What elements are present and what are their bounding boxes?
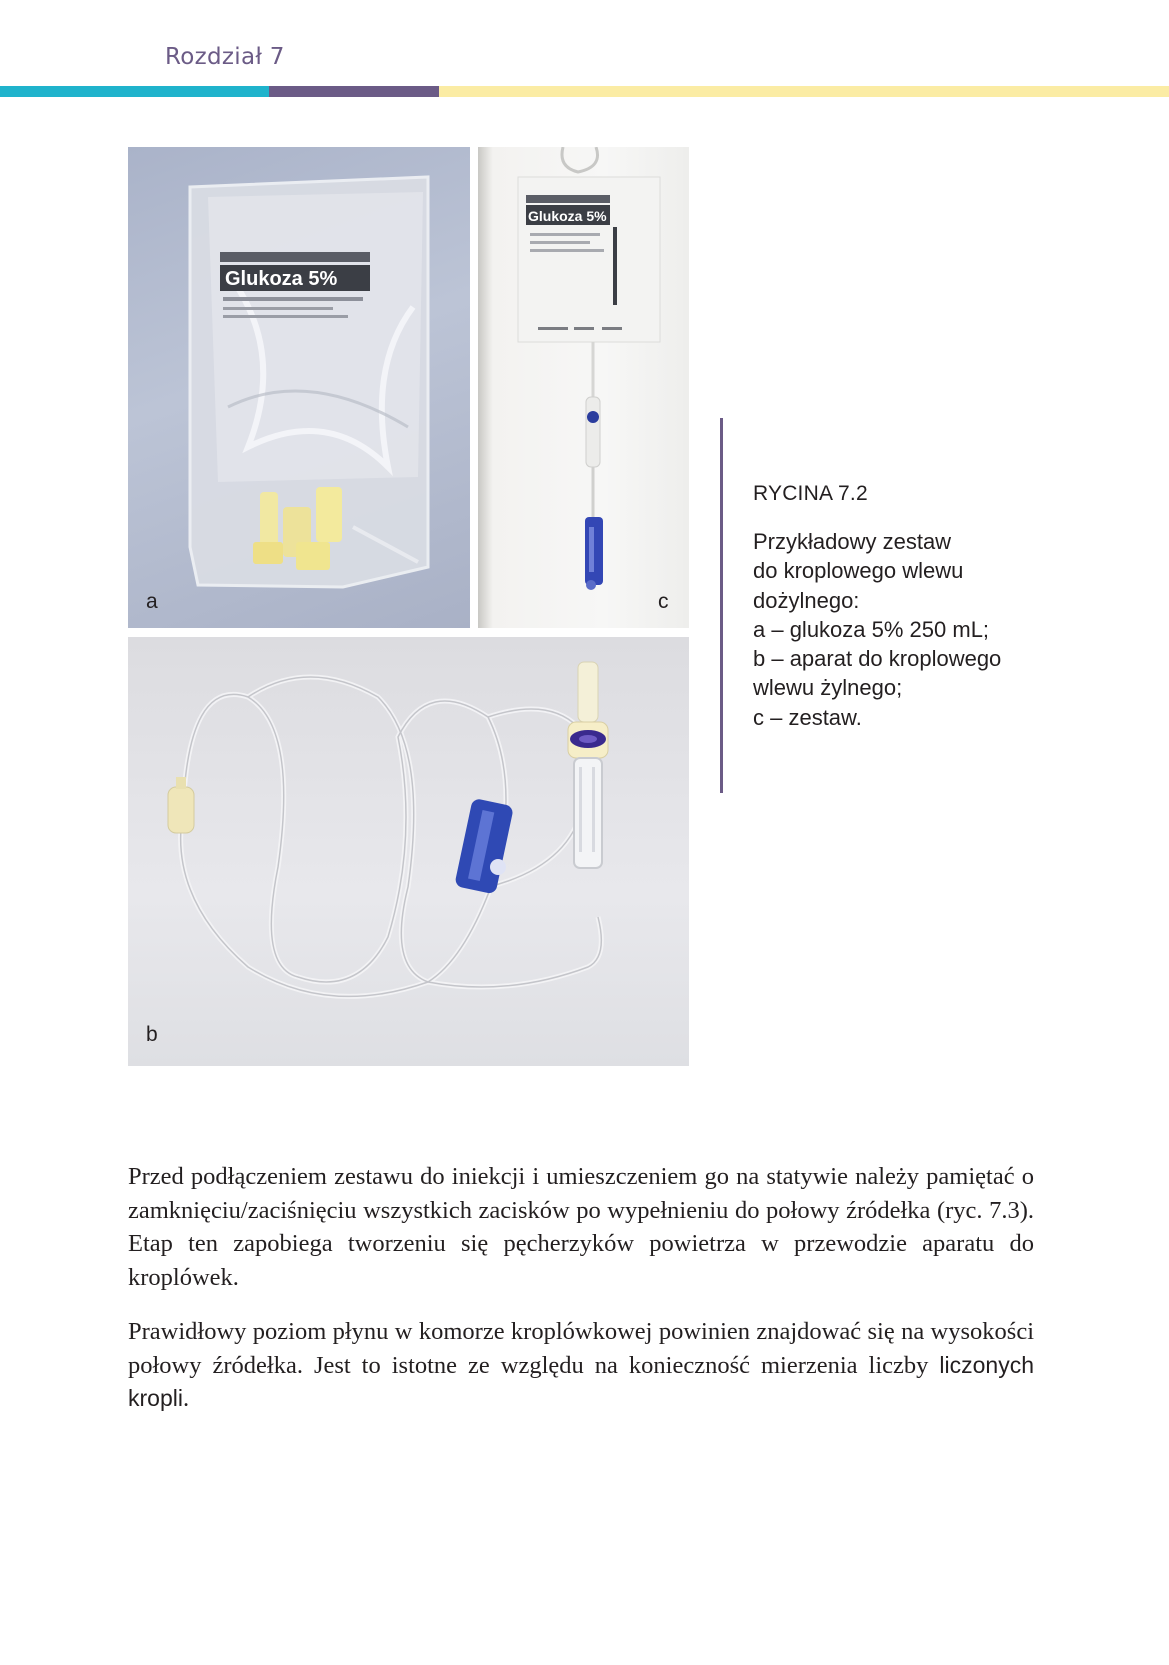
caption-line: b – aparat do kroplowego	[753, 646, 1002, 672]
para2-end: .	[182, 1385, 190, 1412]
assembled-set-illustration	[478, 147, 689, 628]
drip-set-illustration	[128, 637, 689, 1066]
header-bar-purple	[269, 86, 439, 97]
bag-a-label: Glukoza 5%	[225, 268, 338, 290]
caption-line: c – zestaw.	[753, 704, 862, 730]
caption-line: Przykładowy zestaw	[753, 529, 952, 554]
photo-c-letter: c	[658, 590, 669, 613]
photo-a-letter: a	[146, 590, 158, 613]
photo-b-letter: b	[146, 1023, 158, 1046]
caption-line: wlewu żylnego;	[753, 675, 903, 701]
photo-b-drip-set	[128, 637, 689, 1066]
para2-sans-text: liczonych kropli	[128, 1351, 1035, 1411]
body-paragraph-1: Przed podłączeniem zestawu do iniekcji i umieszczeniem go na statywie należy pamiętać o zamknięciu/zaciśnięciu wszystkich zacisków po wypełnieniu do połowy źródełka (ryc. 7.3). Etap ten zapobiega tworzeniu się pęcherzyków powietrza w przewodzie aparatu do kroplówek.	[128, 1163, 1034, 1291]
caption-line: a – glukoza 5% 250 mL;	[753, 616, 990, 642]
photo-c-assembled-set	[478, 147, 689, 628]
photo-a-glucose-bag	[128, 147, 470, 628]
header-bar-teal	[0, 86, 269, 97]
chapter-header: Rozdział 7	[165, 44, 285, 70]
caption-line: dożylnego:	[753, 587, 860, 613]
caption-line: do kroplowego wlewu	[753, 558, 964, 584]
para2-main-text: Prawidłowy poziom płynu w komorze kroplówkowej powinien znajdować się na wysokości połowy źródełka. Jest to istotne ze względu na konieczność mierzenia liczby	[128, 1318, 1034, 1379]
figure-caption	[753, 527, 1053, 732]
caption-divider	[720, 418, 723, 793]
figure-title: RYCINA 7.2	[753, 482, 868, 505]
bag-c-label: Glukoza 5%	[528, 208, 607, 224]
body-paragraph-2	[128, 1315, 1034, 1416]
header-bar-yellow	[439, 86, 1169, 97]
glucose-bag-illustration	[128, 147, 470, 628]
